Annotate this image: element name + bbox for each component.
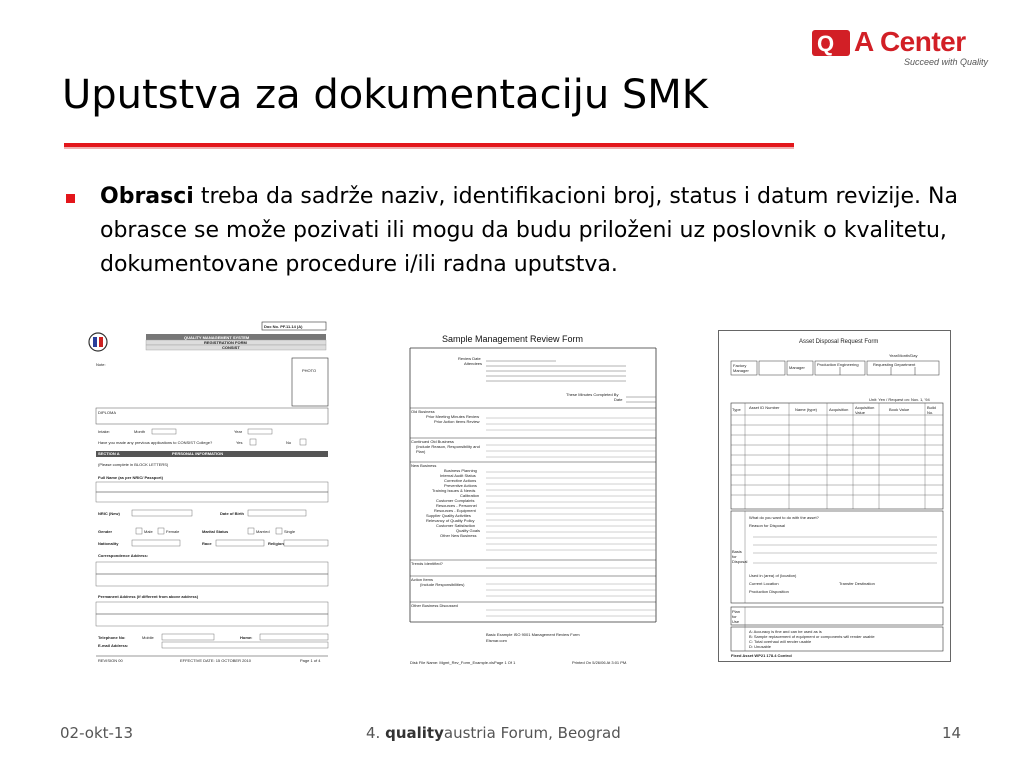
f3-legend-a: A: Accuracy is fine and can be used as is xyxy=(749,629,822,634)
f2-attendees: Attendees xyxy=(464,361,483,366)
f1-fullname: Full Name (as per NRIC/ Passport) xyxy=(98,475,163,480)
f2-old-business: Old Business xyxy=(411,409,435,414)
logo-tagline: Succeed with Quality xyxy=(904,57,989,67)
f1-male: Male xyxy=(144,529,153,534)
f3-legend-b: B: Sample replacement of equipment or components will render usable xyxy=(749,634,875,639)
f2-title: Sample Management Review Form xyxy=(442,334,584,344)
f1-nationality: Nationality xyxy=(98,541,119,546)
f3-destination: Production Disposition xyxy=(749,589,789,594)
f2-new-item-1: Business Planning xyxy=(444,468,477,473)
f1-email: E-mail Address: xyxy=(98,643,129,648)
bullet-bold-term: Obrasci xyxy=(100,184,194,209)
f1-perm: Permanent Address (if different from above address) xyxy=(98,594,199,599)
f1-yes: Yes xyxy=(236,440,243,445)
footer-event xyxy=(366,724,621,742)
f2-continued-note: (Include Reason, Responsibility and Plan) xyxy=(416,444,480,454)
f1-dob: Date of Birth xyxy=(220,511,244,516)
f2-continued: Continued Old Business xyxy=(411,439,454,444)
f3-unit: Unit: Yen / Request on: Nov. 1, '94 xyxy=(869,397,930,402)
qa-center-logo xyxy=(812,26,1002,70)
f2-new-item-13: Quality Goals xyxy=(456,528,481,533)
f2-site: Elsmar.com xyxy=(486,638,507,643)
f1-section-title: PERSONAL INFORMATION xyxy=(172,451,224,456)
f2-new-item-2: Internal Audit Status xyxy=(440,473,476,478)
f3-col-book: Book Value xyxy=(889,407,910,412)
f1-home: Home: xyxy=(240,635,253,640)
f3-manager: Manager xyxy=(789,365,805,370)
f1-note: Note: xyxy=(96,362,106,367)
f3-transfer: Transfer Destination xyxy=(839,581,875,586)
f2-new-item-11: Relevancy of Quality Policy xyxy=(426,518,475,523)
f1-diploma: DIPLOMA xyxy=(98,410,117,415)
f2-new-item-9: Resources - Equipment xyxy=(434,508,476,513)
f3-basis: Basis for Disposal xyxy=(732,549,748,564)
f2-action-note: (Include Responsibilities) xyxy=(420,582,465,587)
f3-current: Current Location xyxy=(749,581,779,586)
f1-gender: Gender xyxy=(98,529,113,534)
f2-new-item-5: Training Issues & Needs xyxy=(432,488,476,493)
f3-col-acq-value: Acquisition Value xyxy=(855,405,875,415)
logo-mark: Q xyxy=(812,30,850,56)
f2-old-item-2: Prior Action Items Review xyxy=(434,419,480,424)
f2-new-item-14: Other New Business xyxy=(440,533,477,538)
f1-photo: PHOTO xyxy=(302,368,317,373)
f1-race: Race xyxy=(202,541,212,546)
f3-legend-c: C: Total overhaul will render usable xyxy=(749,639,812,644)
footer-date: 02-okt-13 xyxy=(60,724,134,742)
f1-married: Married xyxy=(256,529,270,534)
f2-action: Action Items xyxy=(411,577,434,582)
f3-q1: What do you want to do with the asset? xyxy=(749,515,819,520)
f3-legend-d: D: Unusable xyxy=(749,644,772,649)
f3-col-type: Type xyxy=(732,407,741,412)
footer-page-number: 14 xyxy=(942,724,962,742)
f1-nric: NRIC (New) xyxy=(98,511,120,516)
f1-mobile: Mobile xyxy=(142,635,154,640)
f2-printed: Printed On 5/26/06 At 3:01 PM. xyxy=(572,660,628,665)
f1-rev: REVISION 00 xyxy=(98,658,123,663)
f3-year: Year/Month/Day xyxy=(889,353,918,358)
f1-tel: Telephone No: xyxy=(98,635,126,640)
f3-col-name: Name (type) xyxy=(795,407,818,412)
title-underline-shadow xyxy=(64,147,794,149)
bullet-body: treba da sadrže naziv, identifikacioni broj, status i datum revizije. Na obrasce se može pozivati ili mogu da budu priloženi uz poslovnik o kvalitetu, dokumentovane procedure i/ili radna uputstva. xyxy=(100,184,958,277)
f1-org: CONSIST xyxy=(222,345,240,350)
f2-basic: Basic Example ISO 9001 Management Review Form xyxy=(486,632,580,637)
f2-date: Date xyxy=(614,397,623,402)
f2-new-item-12: Customer Satisfaction xyxy=(436,523,476,528)
f1-single: Single xyxy=(284,529,296,534)
f2-new-item-8: Resources - Personnel xyxy=(436,503,477,508)
registration-form-image xyxy=(84,320,337,668)
f3-factory: Factory Manager xyxy=(733,363,749,373)
f2-new-item-3: Corrective Actions xyxy=(444,478,477,483)
asset-disposal-form-image xyxy=(718,330,951,662)
f2-new-item-7: Customer Complaints xyxy=(436,498,475,503)
f1-prev: Have you made any previous applications to CONSIST College? xyxy=(98,440,213,445)
management-review-form-image xyxy=(406,330,658,670)
f1-form-title: REGISTRATION FORM xyxy=(204,340,247,345)
f1-page: Page 1 of 4 xyxy=(300,658,321,663)
f1-month: Month xyxy=(134,429,146,434)
bullet-marker xyxy=(66,194,75,203)
f3-req-dept: Requesting Department xyxy=(873,362,916,367)
f1-year: Year xyxy=(234,429,243,434)
f1-intake: Intake: xyxy=(98,429,111,434)
f3-q2: Reason for Disposal xyxy=(749,523,786,528)
f2-review-date: Review Date xyxy=(458,356,481,361)
footer-event-bold: quality xyxy=(385,724,444,742)
f3-col-acq: Acquisition xyxy=(829,407,849,412)
slide-title: Uputstva za dokumentaciju SMK xyxy=(62,72,709,118)
f2-new-business: New Business xyxy=(411,463,437,468)
f3-col-id: Asset ID Number xyxy=(749,405,780,410)
footer-event-prefix: 4. xyxy=(366,724,386,742)
f2-old-item-1: Prior Meeting Minutes Review xyxy=(426,414,480,419)
f3-title: Asset Disposal Request Form xyxy=(799,339,879,345)
f2-other: Other Business Discussed xyxy=(411,603,458,608)
f1-system: QUALITY MANAGEMENT SYSTEM xyxy=(184,335,250,340)
f2-new-item-4: Preventive Actions xyxy=(444,483,477,488)
f1-corr: Correspondence Address: xyxy=(98,553,149,558)
f1-marital: Marital Status xyxy=(202,529,229,534)
f2-file: Disk File Name: Mgmt_Rev_Form_Example.xlsPage 1 Of 1 xyxy=(410,660,516,665)
footer-event-suffix: austria Forum, Beograd xyxy=(443,724,621,742)
f1-doc-no: Doc No. PF.11.14 (A) xyxy=(264,324,303,329)
f3-plan: Plan for Use xyxy=(732,609,741,624)
bullet-text xyxy=(100,180,980,282)
f2-trends: Trends Identified? xyxy=(411,561,443,566)
f3-col-build: Build No. xyxy=(927,405,936,415)
f1-eff: EFFECTIVE DATE: 15 OCTOBER 2010 xyxy=(180,658,251,663)
f2-minutes: These Minutes Completed By xyxy=(566,392,619,397)
f1-no: No xyxy=(286,440,292,445)
f1-section: SECTION A xyxy=(98,451,120,456)
f3-fixed: Fixed Asset WP21 178.4 Control xyxy=(731,653,792,658)
f2-new-item-6: Calibration xyxy=(460,493,480,498)
f1-block: (Please complete in BLOCK LETTERS) xyxy=(98,462,169,467)
f1-religion: Religion xyxy=(268,541,284,546)
logo-name: A Center xyxy=(854,26,966,57)
f1-female: Female xyxy=(166,529,180,534)
f3-used-in: Used in (area) of (location) xyxy=(749,573,797,578)
f3-prod-eng: Production Engineering xyxy=(817,362,859,367)
f2-new-item-10: Supplier Quality Activities xyxy=(426,513,471,518)
